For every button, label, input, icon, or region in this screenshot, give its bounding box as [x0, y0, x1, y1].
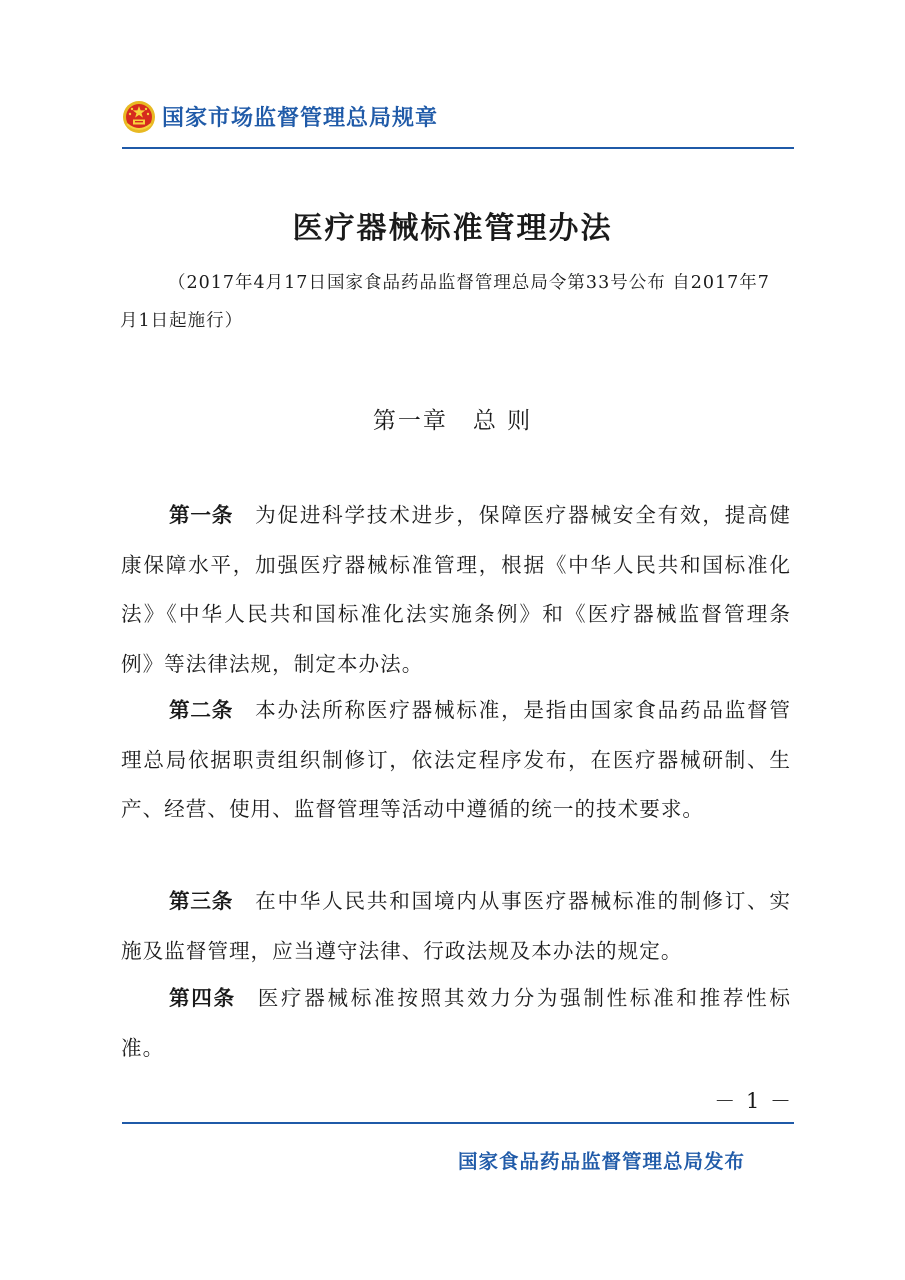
- document-subtitle: （2017年4月17日国家食品药品监督管理总局令第33号公布 自2017年7月1日起施行）: [120, 273, 770, 331]
- header-title: 国家市场监督管理总局规章: [162, 106, 439, 131]
- article-label: 第一条: [169, 503, 234, 527]
- chapter-heading: 第一章 总 则: [372, 408, 533, 434]
- article-1: [121, 491, 791, 689]
- article-text: 为促进科学技术进步，保障医疗器械安全有效，提高健康保障水平，加强医疗器械标准管理，根据《中华人民共和国标准化法》《中华人民共和国标准化法实施条例》和《医疗器械监督管理条例》等法律法规，制定本办法。: [121, 503, 792, 676]
- article-text: 在中华人民共和国境内从事医疗器械标准的制修订、实施及监督管理，应当遵守法律、行政法规及本办法的规定。: [121, 889, 792, 963]
- document-title: 医疗器械标准管理办法: [292, 211, 613, 246]
- footer-publisher: 国家食品药品监督管理总局发布: [458, 1150, 746, 1173]
- page-header: [122, 96, 794, 140]
- article-4: [121, 974, 791, 1073]
- article-label: 第三条: [169, 889, 234, 913]
- article-3: [121, 877, 791, 976]
- page-number: － 1 －: [714, 1089, 793, 1113]
- article-label: 第四条: [169, 986, 236, 1010]
- article-2: [121, 686, 791, 835]
- article-text: 本办法所称医疗器械标准，是指由国家食品药品监督管理总局依据职责组织制修订，依法定程序发布，在医疗器械研制、生产、经营、使用、监督管理等活动中遵循的统一的技术要求。: [121, 698, 792, 821]
- article-text: 医疗器械标准按照其效力分为强制性标准和推荐性标准。: [121, 986, 792, 1060]
- header-divider: [122, 147, 794, 149]
- national-emblem-icon: [122, 100, 156, 134]
- article-label: 第二条: [169, 698, 234, 722]
- footer-divider: [122, 1122, 794, 1124]
